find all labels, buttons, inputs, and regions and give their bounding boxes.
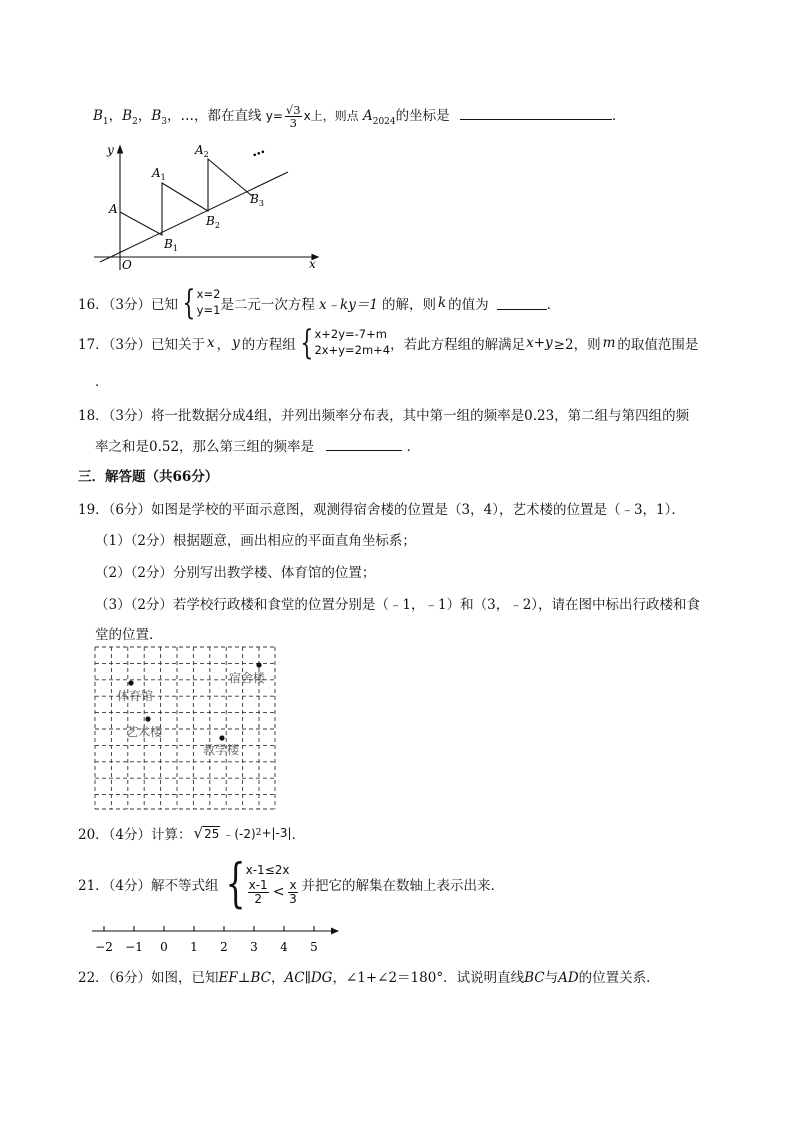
- tick-label: 0: [160, 940, 168, 954]
- section-heading: 三．解答题（共66分）: [78, 469, 219, 485]
- q17: 17．（3分）已知关于 x ， y 的方程组 { x+2y=-7+m 2x+y=2m+4 ，若此方程组的解满足 x+y ≥2，则 m 的取值范围是: [78, 323, 699, 363]
- q17-system: x+2y=-7+m 2x+y=2m+4: [314, 327, 391, 357]
- tick-label: 1: [190, 940, 198, 954]
- left-brace-icon: {: [300, 323, 314, 363]
- q17-end: ．: [95, 374, 109, 390]
- left-brace-icon: {: [225, 854, 246, 914]
- tick-label: −1: [125, 940, 143, 954]
- gym-label: 体育馆: [117, 689, 154, 703]
- teach-point: [219, 735, 224, 740]
- q19-part2: （2）（2分）分别写出教学楼、体育馆的位置；: [95, 565, 376, 581]
- tick-label: 4: [280, 940, 288, 954]
- art-label: 艺术楼: [126, 725, 163, 739]
- q21: 21．（4分）解不等式组 { x-1≤2x $\frac{x-1}{2}$ < $\frac{x}{3}$ 并把它的解集在数轴上表示出来．: [78, 854, 505, 914]
- teach-label: 教学楼: [203, 743, 240, 757]
- answer-blank[interactable]: [460, 107, 612, 120]
- label-A1: $A_1$: [152, 166, 166, 182]
- label-A2: $A_2$: [195, 143, 209, 159]
- tick-label: 2: [220, 940, 228, 954]
- figure-zigzag-points: [90, 140, 330, 275]
- y-arrow-icon: [118, 146, 123, 153]
- svg-text:A: A: [109, 202, 118, 216]
- svg-text:•••: •••: [250, 147, 267, 162]
- svg-text:O: O: [122, 258, 132, 272]
- sqrt-icon: √: [193, 824, 204, 842]
- school-map-grid: [93, 645, 279, 812]
- tick-label: 5: [310, 940, 318, 954]
- q15-tail-line: $B_1$，$B_2$，$B_3$，…，都在直线 y= $\frac{√3}{3}$ x上，则点 $A_{2024}$的坐标是 ．: [93, 103, 626, 131]
- art-point: [145, 716, 150, 721]
- tick-label: 3: [250, 940, 258, 954]
- answer-blank[interactable]: [497, 297, 547, 310]
- label-B2: $B_2$: [206, 214, 220, 230]
- gym-point: [128, 680, 133, 685]
- q22: 22．（6分）如图，已知EF⊥BC，AC∥DG，∠1+∠2＝180°．试说明直线BC与AD的位置关系．: [78, 970, 660, 986]
- sqrt3-over-3: $\frac{√3}{3}$: [285, 103, 301, 131]
- q16-system: x=2 y=1: [196, 287, 221, 317]
- q19-part3-cont: 堂的位置．: [95, 627, 163, 643]
- zigzag-path: [120, 159, 252, 235]
- label-B3: $B_3$: [250, 192, 264, 208]
- q16: 16．（3分）已知 { x=2 y=1 是二元一次方程 x﹣ky＝1 的解，则 k 的值为 ．: [78, 283, 561, 323]
- number-line: [90, 922, 342, 956]
- number-line-arrow-icon: [331, 928, 339, 935]
- dorm-point: [256, 662, 261, 667]
- q19-part3: （3）（2分）若学校行政楼和食堂的位置分别是（﹣1，﹣1）和（3，﹣2），请在图中标出行政楼和食: [95, 597, 701, 613]
- q18-line1: 18．（3分）将一批数据分成4组，并列出频率分布表，其中第一组的频率是0.23，第二组与第四组的频: [78, 408, 690, 424]
- svg-text:y: y: [107, 143, 114, 157]
- q19-stem: 19．（6分）如图是学校的平面示意图，观测得宿舍楼的位置是（3，4），艺术楼的位置是（﹣3，1）．: [78, 502, 685, 518]
- dorm-label: 宿舍楼: [229, 671, 266, 685]
- answer-blank[interactable]: [326, 438, 402, 451]
- q20: 20．（4分）计算： √ 25 ﹣(-2) 2 +|-3| ．: [78, 824, 306, 843]
- q19-part1: （1）（2分）根据题意，画出相应的平面直角坐标系；: [95, 533, 416, 549]
- tick-label: −2: [95, 940, 113, 954]
- q21-system: x-1≤2x $\frac{x-1}{2}$ < $\frac{x}{3}$: [245, 862, 297, 906]
- q18-line2: 率之和是0.52，那么第三组的频率是 ．: [95, 439, 421, 455]
- left-brace-icon: {: [182, 283, 196, 323]
- svg-text:x: x: [309, 257, 316, 271]
- label-B1: $B_1$: [164, 237, 178, 253]
